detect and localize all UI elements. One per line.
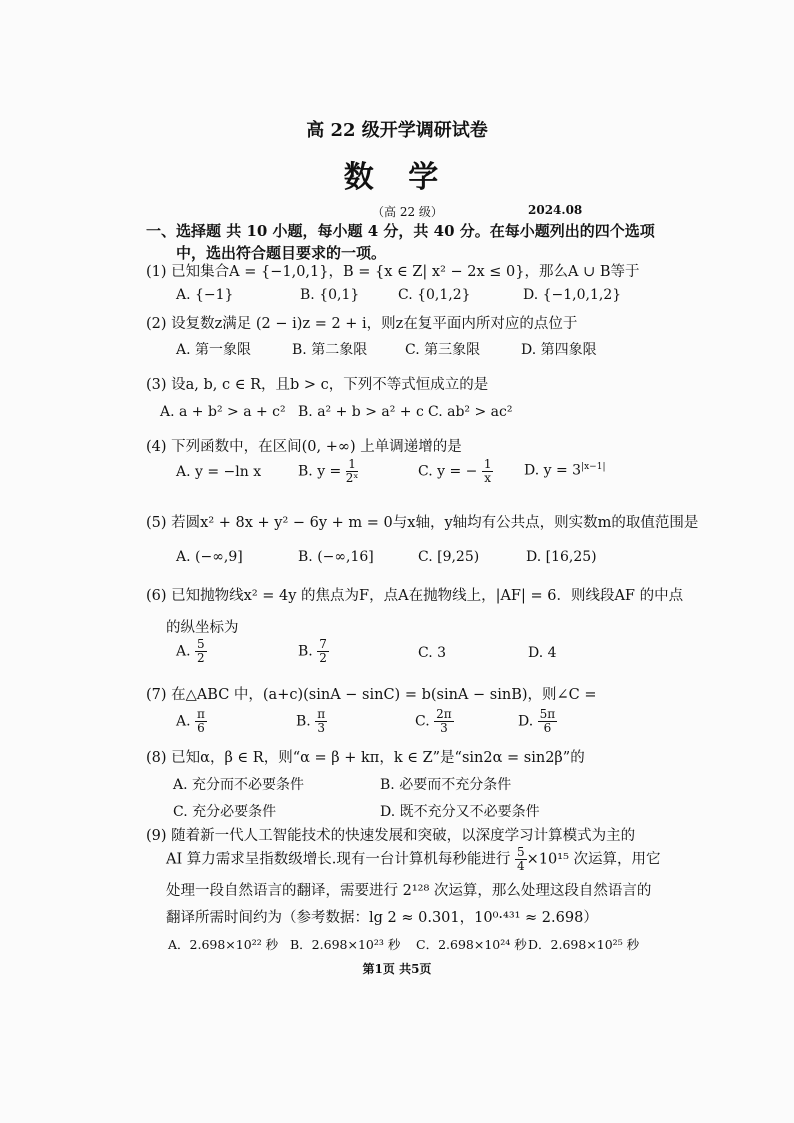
q5-option-b: B. (−∞,16] [298, 549, 374, 565]
subject-title: 数 学 [343, 160, 451, 195]
q2-option-b: B. 第二象限 [292, 342, 368, 358]
q6-option-b [298, 638, 329, 665]
q9-option-c: C．2.698×10²⁴ 秒 [416, 937, 527, 952]
q1-option-d: D. {−1,0,1,2} [523, 287, 622, 303]
question-3: (3) 设a, b, c ∈ R，且b > c，下列不等式恒成立的是 [146, 377, 489, 393]
fraction-numerator: 2π [436, 707, 452, 721]
q6-option-a-fraction [195, 638, 207, 665]
fraction-numerator: 7 [319, 637, 327, 651]
question-9-fraction [515, 846, 527, 873]
q7-option-d-fraction [538, 708, 558, 735]
fraction-numerator: 5π [539, 707, 556, 721]
question-4: (4) 下列函数中，在区间(0, +∞) 上单调递增的是 [146, 439, 462, 455]
q9-option-a: A．2.698×10²² 秒 [168, 937, 279, 952]
q8-option-d: D. 既不充分又不必要条件 [380, 804, 540, 820]
q6-option-b-label: B. [298, 643, 313, 660]
q4-option-b-fraction [346, 458, 359, 485]
q2-option-d: D. 第四象限 [521, 342, 597, 358]
q3-option-b: B. a² + b > a² + c [298, 404, 424, 420]
q8-option-c: C. 充分必要条件 [173, 804, 277, 820]
fraction-numerator: 1 [483, 457, 492, 471]
q2-option-a: A. 第一象限 [176, 342, 252, 358]
fraction-denominator: 2 [319, 651, 327, 665]
q7-option-d-label: D. [518, 713, 534, 730]
q7-option-c-label: C. [415, 713, 430, 730]
question-9-line2-end: ×10¹⁵ 次运算，用它 [526, 851, 661, 868]
question-2: (2) 设复数z满足 (2 − i)z = 2 + i，则z在复平面内所对应的点位于 [146, 316, 578, 332]
question-9: (9) 随着新一代人工智能技术的快速发展和突破，以深度学习计算模式为主的 [146, 828, 636, 844]
q5-option-a: A. (−∞,9] [176, 549, 243, 565]
q7-option-b-fraction [315, 708, 327, 735]
question-8: (8) 已知α，β ∈ R，则“α = β + kπ，k ∈ Z”是“sin2α = sin2β”的 [146, 750, 585, 766]
q4-option-a: A. y = −ln x [176, 464, 262, 480]
q9-option-b: B．2.698×10²³ 秒 [290, 937, 401, 952]
q4-option-b-label: B. y = [298, 463, 342, 480]
grade-label: （高 22 级） [372, 205, 443, 219]
fraction-denominator: 4 [517, 859, 525, 873]
q9-option-d: D．2.698×10²⁵ 秒 [528, 937, 640, 952]
q7-option-c-fraction [434, 708, 454, 735]
fraction-numerator: 1 [346, 458, 359, 472]
question-5: (5) 若圆x² + 8x + y² − 6y + m = 0与x轴，y轴均有公共点，则实数m的取值范围是 [146, 515, 699, 531]
q4-option-b [298, 458, 358, 485]
question-9-line2 [166, 846, 661, 873]
question-9-line2-start: AI 算力需求呈指数级增长.现有一台计算机每秒能进行 [166, 851, 511, 868]
q2-option-c: C. 第三象限 [405, 342, 481, 358]
q7-option-a-fraction [195, 708, 207, 735]
fraction-numerator: 5 [517, 845, 525, 859]
q6-option-a-label: A. [176, 643, 191, 660]
fraction-denominator: 3 [317, 721, 325, 735]
q7-option-b-label: B. [296, 713, 311, 730]
exam-date: 2024.08 [528, 203, 583, 217]
q1-option-b: B. {0,1} [300, 287, 360, 303]
fraction-numerator: 5 [197, 637, 205, 651]
q6-option-b-fraction [317, 638, 329, 665]
q6-option-d: D. 4 [528, 645, 557, 661]
q4-option-d-exponent: |x−1| [581, 462, 606, 472]
fraction-numerator: π [317, 707, 326, 721]
q7-option-b [296, 708, 327, 735]
fraction-denominator: 3 [440, 721, 448, 735]
page-footer: 第1页 共5页 [362, 962, 432, 976]
q4-option-d [524, 462, 606, 479]
q7-option-d [518, 708, 557, 735]
q6-option-c: C. 3 [418, 645, 447, 661]
q1-option-c: C. {0,1,2} [398, 287, 471, 303]
question-9-line4: 翻译所需时间约为（参考数据：lg 2 ≈ 0.301，10⁰·⁴³¹ ≈ 2.698） [166, 910, 598, 926]
q7-option-a [176, 708, 207, 735]
fraction-denominator: 2 [197, 651, 205, 665]
q6-option-a [176, 638, 207, 665]
exam-title: 高 22 级开学调研试卷 [306, 120, 488, 141]
q4-option-c-label: C. y = − [418, 463, 478, 480]
q5-option-d: D. [16,25) [526, 549, 597, 565]
fraction-numerator: π [197, 707, 205, 721]
q5-option-c: C. [9,25) [418, 549, 480, 565]
q7-option-a-label: A. [176, 713, 191, 730]
section-heading: 一、选择题 共 10 小题，每小题 4 分，共 40 分。在每小题列出的四个选项 [146, 222, 655, 240]
question-6-cont: 的纵坐标为 [166, 620, 239, 636]
q1-option-a: A. {−1} [176, 287, 234, 303]
question-6: (6) 已知抛物线x² = 4y 的焦点为F，点A在抛物线上，|AF| = 6．则线段AF 的中点 [146, 588, 684, 604]
fraction-denominator: 6 [543, 721, 552, 735]
fraction-denominator: 6 [197, 721, 205, 735]
q7-option-c [415, 708, 454, 735]
q8-option-b: B. 必要而不充分条件 [380, 777, 512, 793]
fraction-denominator: 2ˣ [345, 471, 359, 485]
question-1: (1) 已知集合A = {−1,0,1}，B = {x ∈ Z| x² − 2x ≤ 0}，那么A ∪ B等于 [146, 264, 640, 280]
q3-option-c: C. ab² > ac² [428, 404, 513, 420]
fraction-denominator: x [484, 471, 492, 485]
q4-option-c-fraction [482, 458, 494, 485]
question-9-line3: 处理一段自然语言的翻译，需要进行 2¹²⁸ 次运算，那么处理这段自然语言的 [166, 883, 652, 899]
q8-option-a: A. 充分而不必要条件 [173, 777, 305, 793]
q4-option-d-label: D. y = 3 [524, 462, 582, 479]
question-7: (7) 在△ABC 中，(a+c)(sinA − sinC) = b(sinA − sinB)，则∠C = [146, 687, 597, 703]
q3-option-a: A. a + b² > a + c² [160, 404, 286, 420]
section-heading-cont: 中，选出符合题目要求的一项。 [176, 244, 387, 262]
q4-option-c [418, 458, 493, 485]
